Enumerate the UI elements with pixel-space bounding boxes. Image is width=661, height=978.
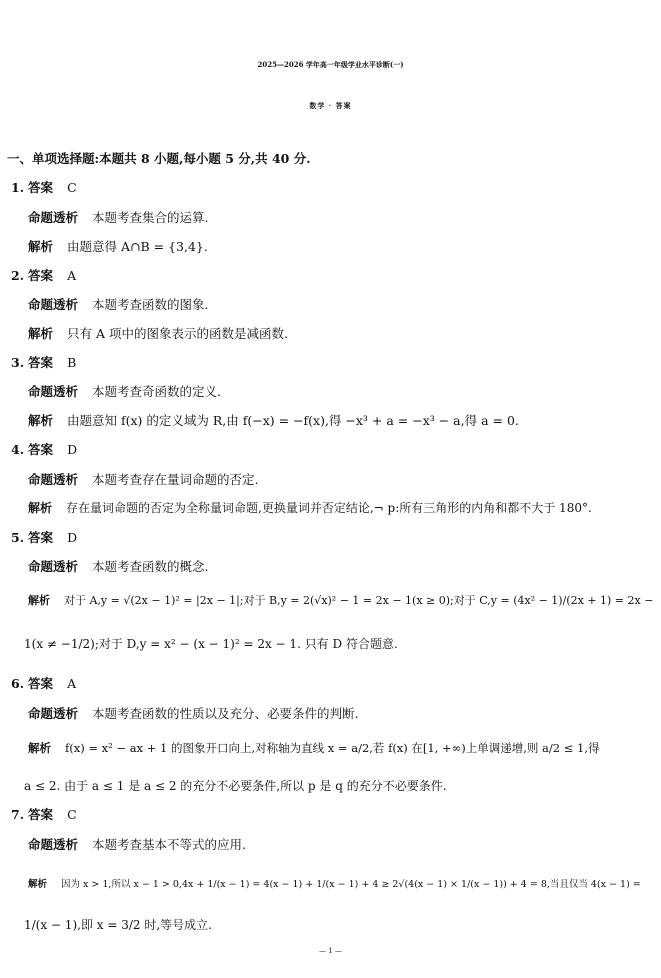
analysis-text: 因为 x > 1,所以 x − 1 > 0,4x + 1/(x − 1) = 4(x − 1) + 1/(x − 1) + 4 ≥ 2√(4(x − 1) × 1/(x − 1)) + 4 = 8,当且仅当 4(x − 1) = — [61, 879, 641, 890]
question-1-insight — [28, 208, 209, 226]
question-3-insight — [28, 382, 221, 400]
analysis-label: 解析 — [28, 239, 54, 254]
question-number: 7. — [11, 807, 25, 822]
answer-letter: C — [67, 180, 77, 195]
page-title: 2025—2026 学年高一年级学业水平诊断(一) — [257, 60, 404, 69]
question-7-analysis — [28, 876, 641, 890]
question-6-header — [11, 674, 76, 692]
answer-letter: A — [67, 676, 77, 691]
answer-label: 答案 — [28, 268, 54, 283]
question-4-insight — [28, 470, 259, 488]
question-1-analysis — [28, 237, 208, 255]
analysis-text: f(x) = x² − ax + 1 的图象开口向上,对称轴为直线 x = a/2,若 f(x) 在[1, +∞)上单调递增,则 a/2 ≤ 1,得 — [65, 741, 600, 755]
answer-letter: D — [67, 530, 78, 545]
question-number: 5. — [11, 530, 25, 545]
question-2-analysis — [28, 324, 288, 342]
page-subtitle: 数学 · 答案 — [309, 101, 352, 110]
question-5-header — [11, 528, 77, 546]
question-2-header — [11, 266, 76, 284]
analysis-text: 只有 A 项中的图象表示的函数是减函数. — [67, 326, 288, 341]
question-7-analysis-continued: 1/(x − 1),即 x = 3/2 时,等号成立. — [24, 918, 212, 932]
insight-label: 命题透析 — [28, 384, 79, 399]
question-5-insight — [28, 557, 209, 575]
analysis-label: 解析 — [28, 594, 50, 607]
question-1-header — [11, 178, 77, 196]
question-6-analysis — [28, 740, 600, 756]
question-4-header — [11, 440, 77, 458]
analysis-label: 解析 — [28, 326, 54, 341]
question-6-insight — [28, 704, 359, 722]
insight-label: 命题透析 — [28, 706, 79, 721]
answer-label: 答案 — [28, 676, 54, 691]
insight-text: 本题考查函数的概念. — [92, 559, 209, 574]
question-number: 2. — [11, 268, 25, 283]
answer-label: 答案 — [28, 355, 54, 370]
analysis-text: 存在量词命题的否定为全称量词命题,更换量词并否定结论,¬ p:所有三角形的内角和都不大于 180°. — [66, 501, 592, 515]
insight-label: 命题透析 — [28, 559, 79, 574]
analysis-label: 解析 — [28, 741, 51, 755]
section-heading: 一、单项选择题:本题共 8 小题,每小题 5 分,共 40 分. — [7, 151, 311, 166]
question-7-header — [11, 805, 77, 823]
answer-label: 答案 — [28, 530, 54, 545]
answer-label: 答案 — [28, 442, 54, 457]
analysis-text: 对于 A,y = √(2x − 1)² = |2x − 1|;对于 B,y = 2(√x)² − 1 = 2x − 1(x ≥ 0);对于 C,y = (4x² − 1)/(2x + 1) = 2x − — [64, 594, 654, 607]
answer-letter: D — [67, 442, 78, 457]
question-3-analysis — [28, 411, 519, 429]
insight-text: 本题考查函数的性质以及充分、必要条件的判断. — [92, 706, 359, 721]
analysis-label: 解析 — [28, 413, 54, 428]
insight-text: 本题考查存在量词命题的否定. — [92, 472, 259, 487]
question-number: 4. — [11, 442, 25, 457]
question-3-header — [11, 353, 76, 371]
insight-label: 命题透析 — [28, 210, 79, 225]
insight-text: 本题考查奇函数的定义. — [92, 384, 221, 399]
analysis-text: 由题意知 f(x) 的定义域为 R,由 f(−x) = −f(x),得 −x³ + a = −x³ − a,得 a = 0. — [67, 413, 519, 428]
answer-label: 答案 — [28, 180, 54, 195]
question-5-analysis — [28, 592, 653, 608]
question-4-analysis — [28, 499, 592, 516]
answer-letter: A — [67, 268, 77, 283]
question-2-insight — [28, 295, 209, 313]
answer-letter: B — [67, 355, 77, 370]
insight-label: 命题透析 — [28, 472, 79, 487]
page-number: — 1 — — [319, 947, 342, 955]
question-number: 1. — [11, 180, 25, 195]
insight-text: 本题考查集合的运算. — [92, 210, 209, 225]
question-number: 3. — [11, 355, 25, 370]
question-5-analysis-continued: 1(x ≠ −1/2);对于 D,y = x² − (x − 1)² = 2x − 1. 只有 D 符合题意. — [24, 637, 398, 651]
question-7-insight — [28, 835, 246, 853]
insight-label: 命题透析 — [28, 297, 79, 312]
analysis-label: 解析 — [28, 501, 53, 515]
question-number: 6. — [11, 676, 25, 691]
question-6-analysis-continued: a ≤ 2. 由于 a ≤ 1 是 a ≤ 2 的充分不必要条件,所以 p 是 q 的充分不必要条件. — [24, 779, 447, 793]
insight-label: 命题透析 — [28, 837, 79, 852]
answer-letter: C — [67, 807, 77, 822]
answer-label: 答案 — [28, 807, 54, 822]
analysis-label: 解析 — [28, 879, 48, 890]
insight-text: 本题考查基本不等式的应用. — [92, 837, 246, 852]
insight-text: 本题考查函数的图象. — [92, 297, 209, 312]
analysis-text: 由题意得 A∩B = {3,4}. — [67, 239, 208, 254]
